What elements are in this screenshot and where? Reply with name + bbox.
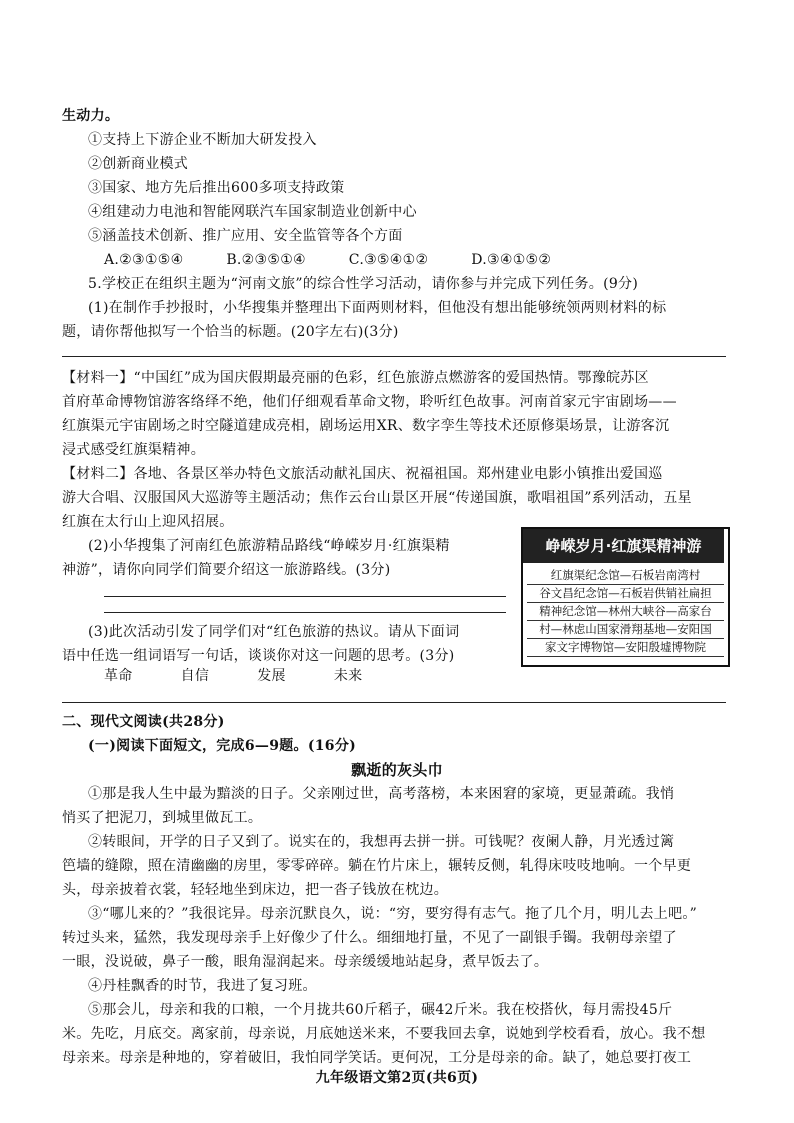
q4-item-4: ④组建动力电池和智能网联汽车国家制造业创新中心 — [88, 204, 417, 220]
article-para: 母亲来。母亲是种地的，穿着破旧，我怕同学笑话。更何况，工分是母亲的命。缺了，她总要打夜工 — [62, 1050, 692, 1066]
article-para: ②转眼间，开学的日子又到了。说实在的，我想再去拼一拼。可钱呢？夜阑人静，月光透过篱 — [88, 834, 675, 850]
route-line-5: 家文字博物馆—安阳殷墟博物院 — [527, 639, 724, 657]
page-footer: 九年级语文第2页(共6页) — [315, 1070, 479, 1086]
answer-line — [104, 596, 506, 597]
article-para: 头，母亲披着衣裳，轻轻地坐到床边，把一沓子钱放在枕边。 — [62, 882, 449, 898]
q4-tail: 生动力。 — [62, 108, 120, 124]
article-para: 悄买了把泥刀，到城里做瓦工。 — [62, 810, 263, 826]
article-para: ③“哪儿来的？”我很诧异。母亲沉默良久，说：“穷，要穷得有志气。拖了几个月，明儿去上吧。” — [88, 906, 698, 922]
article-para: 米。先吃，月底交。离家前，母亲说，月底她送米来，不要我回去拿，说她到学校看看，放心。我不想 — [62, 1026, 706, 1042]
article-para: ⑤那会儿，母亲和我的口粮，一个月拢共60斤稻子，碾42斤米。我在校搭伙，每月需投45斤 — [88, 1002, 673, 1018]
q5-sub1-line2: 题，请你帮他拟写一个恰当的标题。(20字左右)(3分) — [62, 324, 399, 340]
q4-item-1: ①支持上下游企业不断加大研发投入 — [88, 132, 317, 148]
q5-sub1-line1: (1)在制作手抄报时，小华搜集并整理出下面两则材料，但他没有想出能够统领两则材料的标 — [88, 300, 667, 316]
route-line-4: 村—林虑山国家滑翔基地—安阳国 — [527, 621, 724, 639]
answer-line — [62, 702, 726, 703]
section2-part1: (一)阅读下面短文，完成6—9题。(16分) — [88, 738, 357, 754]
article-para: 一眼，没说破，鼻子一酸，眼角湿润起来。母亲缓缓地站起身，煮早饭去了。 — [62, 954, 549, 970]
q4-options: A.②③①⑤④ B.②③⑤①④ C.③⑤④①② D.③④①⑤② — [104, 252, 552, 268]
section2-heading: 二、现代文阅读(共28分) — [62, 714, 225, 730]
q5-sub3-line2: 语中任选一组词语写一句话，谈谈你对这一问题的思考。(3分) — [62, 648, 455, 664]
route-title: 峥嵘岁月·红旗渠精神游 — [523, 529, 724, 563]
material1-line4: 浸式感受红旗渠精神。 — [62, 442, 205, 458]
term-3: 发展 — [257, 668, 286, 684]
article-para: 转过头来，猛然，我发现母亲手上好像少了什么。细细地打量，不见了一副银手镯。我朝母亲望了 — [62, 930, 677, 946]
article-para: 笆墙的缝隙，照在清幽幽的房里，零零碎碎。躺在竹片床上，辗转反侧，轧得床吱吱地响。一个早更 — [62, 858, 692, 874]
material2-line3: 红旗在太行山上迎风招展。 — [62, 514, 234, 530]
answer-line — [104, 612, 506, 613]
article-para: ①那是我人生中最为黯淡的日子。父亲刚过世，高考落榜，本来困窘的家境，更显萧疏。我悄 — [88, 786, 675, 802]
word-options — [104, 664, 410, 688]
route-line-3: 精神纪念馆—林州大峡谷—高家台 — [527, 603, 724, 621]
material2-line1: 【材料二】各地、各景区举办特色文旅活动献礼国庆、祝福祖国。郑州建业电影小镇推出爱国巡 — [62, 466, 663, 482]
material1-line3: 红旗渠元宇宙剧场之时空隧道建成亮相，剧场运用XR、数字孪生等技术还原修渠场景，让游客沉 — [62, 418, 670, 434]
q5-sub2-line2: 神游”，请你向同学们简要介绍这一旅游路线。(3分) — [62, 562, 391, 578]
term-4: 未来 — [333, 668, 363, 684]
article-title: 飘逝的灰头巾 — [351, 761, 443, 779]
q5-sub2-line1: (2)小华搜集了河南红色旅游精品路线“峥嵘岁月·红旗渠精 — [88, 538, 450, 554]
answer-line — [62, 356, 726, 357]
term-1: 革命 — [104, 668, 133, 684]
material2-line2: 游大合唱、汉服国风大巡游等主题活动；焦作云台山景区开展“传递国旗，歌唱祖国”系列活动，五星 — [62, 490, 692, 506]
route-map-image — [521, 527, 730, 667]
article-para: ④丹桂飘香的时节，我进了复习班。 — [88, 978, 317, 994]
q4-item-2: ②创新商业模式 — [88, 156, 189, 172]
q5-stem: 5.学校正在组织主题为“河南文旅”的综合性学习活动，请你参与并完成下列任务。(9分) — [88, 276, 639, 292]
q5-sub3-line1: (3)此次活动引发了同学们对“红色旅游的热议。请从下面词 — [88, 624, 460, 640]
material1-line1: 【材料一】“中国红”成为国庆假期最亮丽的色彩，红色旅游点燃游客的爱国热情。鄂豫皖苏区 — [62, 370, 649, 386]
q4-item-5: ⑤涵盖技术创新、推广应用、安全监管等各个方面 — [88, 228, 403, 244]
term-2: 自信 — [180, 668, 210, 684]
material1-line2: 首府革命博物馆游客络绎不绝，他们仔细观看革命文物，聆听红色故事。河南首家元宇宙剧场—— — [62, 394, 677, 410]
route-line-1: 红旗渠纪念馆—石板岩南湾村 — [527, 567, 724, 585]
q4-item-3: ③国家、地方先后推出600多项支持政策 — [88, 180, 345, 196]
route-line-2: 谷文昌纪念馆—石板岩供销社扁担 — [527, 585, 724, 603]
